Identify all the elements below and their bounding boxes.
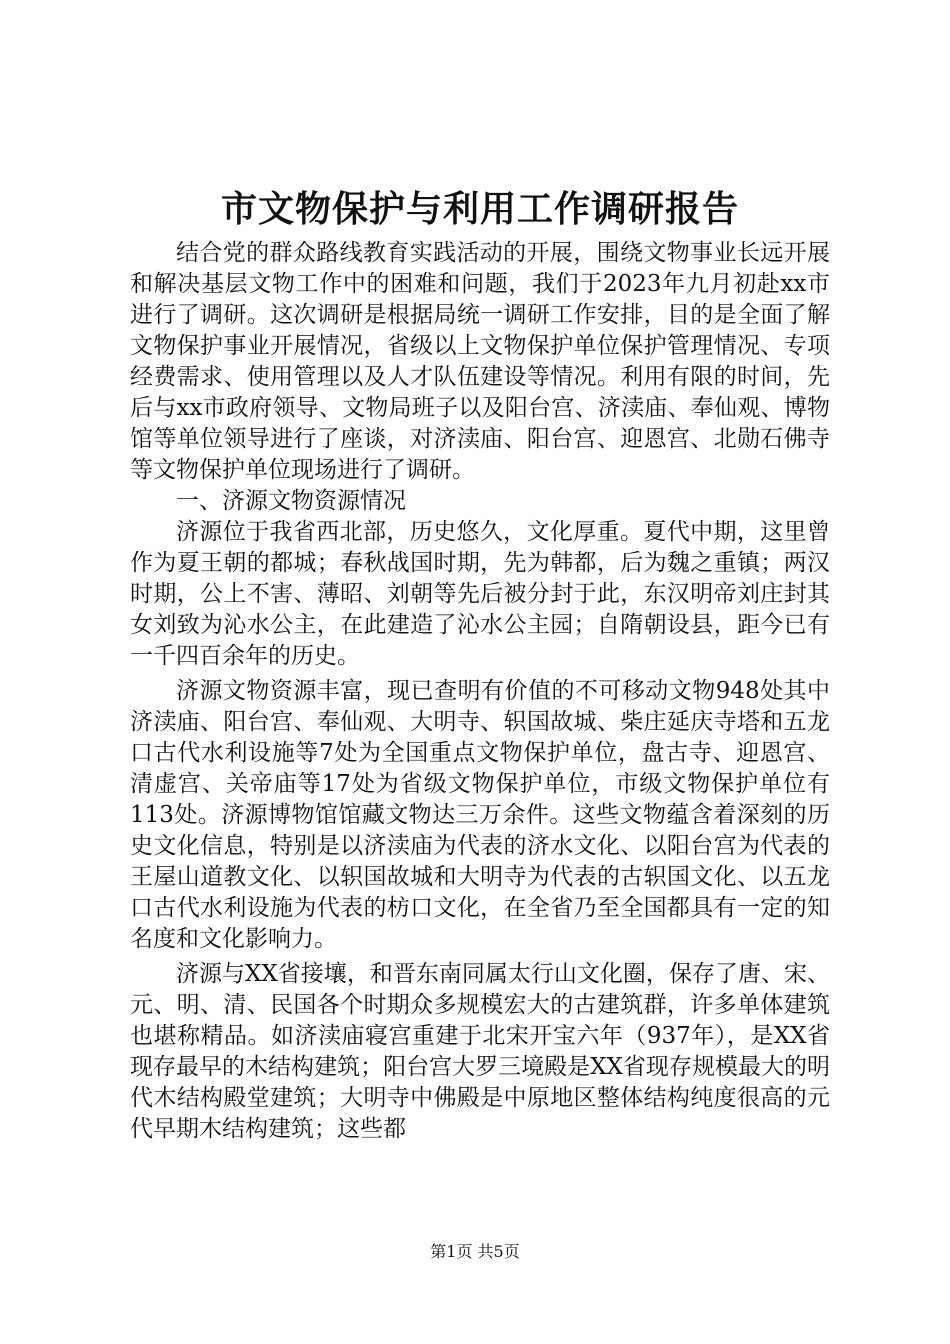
paragraph-architecture: 济源与XX省接壤，和晋东南同属太行山文化圈，保存了唐、宋、元、明、清、民国各个时期众多规模宏大的古建筑群，许多单体建筑也堪称精品。如济渎庙寝宫重建于北宋开宝六年（937年），是XX省现存最早的木结构建筑；阳台宫大罗三境殿是XX省现存规模最大的明代木结构殿堂建筑；大明寺中佛殿是中原地区整体结构纯度很高的元代早期木结构建筑；这些都 [130, 961, 830, 1142]
page-footer: 第1页 共5页 [430, 1242, 520, 1261]
section-heading-1: 一、济源文物资源情况 [176, 488, 406, 514]
paragraph-history: 济源位于我省西北部，历史悠久，文化厚重。夏代中期，这里曾作为夏王朝的都城；春秋战国时期，先为韩都，后为魏之重镇；两汉时期，公上不害、薄昭、刘朝等先后被分封于此，东汉明帝刘庄封其女刘致为沁水公主，在此建造了沁水公主园；自隋朝设县，距今已有一千四百余年的历史。 [130, 519, 830, 669]
paragraph-intro: 结合党的群众路线教育实践活动的开展，围绕文物事业长远开展和解决基层文物工作中的困难和问题，我们于2023年九月初赴xx市进行了调研。这次调研是根据局统一调研工作安排，目的是全面了解文物保护事业开展情况，省级以上文物保护单位保护管理情况、专项经费需求、使用管理以及人才队伍建设等情况。利用有限的时间，先后与xx市政府领导、文物局班子以及阳台宫、济渎庙、奉仙观、博物馆等单位领导进行了座谈，对济渎庙、阳台宫、迎恩宫、北勋石佛寺等文物保护单位现场进行了调研。 [130, 240, 830, 483]
document-page [130, 180, 830, 1145]
document-title: 市文物保护与利用工作调研报告 [220, 188, 739, 230]
paragraph-resources: 济源文物资源丰富，现已查明有价值的不可移动文物948处其中济渎庙、阳台宫、奉仙观、大明寺、轵国故城、柴庄延庆寺塔和五龙口古代水利设施等7处为全国重点文物保护单位，盘古寺、迎恩宫、清虚宫、关帝庙等17处为省级文物保护单位，市级文物保护单位有113处。济源博物馆馆藏文物达三万余件。这些文物蕴含着深刻的历史文化信息，特别是以济渎庙为代表的济水文化、以阳台宫为代表的王屋山道教文化、以轵国故城和大明寺为代表的古轵国文化、以五龙口古代水利设施为代表的枋口文化，在全省乃至全国都具有一定的知名度和文化影响力。 [130, 678, 830, 952]
